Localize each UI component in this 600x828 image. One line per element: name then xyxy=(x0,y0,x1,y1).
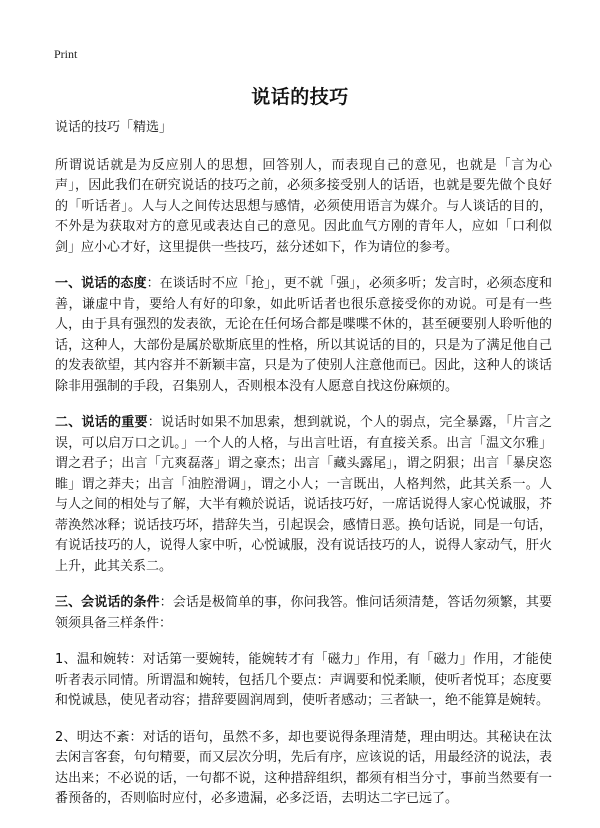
section-conditions xyxy=(55,593,552,634)
section-importance-text: ：说话时如果不加思索，想到就说，个人的弱点，完全暴露，「片言之误，可以启万口之讥。」一个人的人格，与出言吐语，有直接关系。出言「温文尔雅」谓之君子；出言「亢爽磊落」谓之豪杰；出言「藏头露尾」，谓之阴狠；出言「暴戾恣睢」谓之莽夫；出言「油腔滑调」，谓之小人；一言既出，人格判然，此其关系一。人与人之间的相处与了解，大半有赖於说话，说话技巧好，一席话说得人家心悦诚服，芥蒂涣然冰释；说话技巧坏，措辞失当，引起误会，感情日恶。换句话说，同是一句话，有说话技巧的人，说得人家中听，心悦诚服，没有说话技巧的人，说得人家动气，肝火上升，此其关系二。 xyxy=(55,415,552,574)
section-conditions-heading: 三、会说话的条件 xyxy=(55,595,160,610)
section-importance-heading: 二、说话的重要 xyxy=(55,415,148,430)
section-attitude-heading: 一、说话的态度 xyxy=(55,276,147,291)
condition-item-1: 1、温和婉转：对话第一要婉转，能婉转才有「磁力」作用，有「磁力」作用，才能使听者表示同情。所谓温和婉转，包括几个要点：声调要和悦柔顺，使听者悦耳；态度要和悦诚恳，使见者动容；措辞要圆润周到，使听者感动；三者缺一，绝不能算是婉转。 xyxy=(55,652,552,708)
section-importance xyxy=(55,413,552,577)
article-subtitle: 说话的技巧「精选」 xyxy=(55,120,173,135)
article-body xyxy=(55,118,552,810)
print-link[interactable]: Print xyxy=(54,47,78,61)
section-conditions-text: ：会话是极简单的事，你问我答。惟问话须清楚，答话勿须繁，其要领须具备三样条件： xyxy=(55,595,552,631)
page-title: 说话的技巧 xyxy=(251,86,349,108)
section-attitude xyxy=(55,274,552,397)
condition-item-2: 2、明达不紊：对话的语句，虽然不多，却也要说得条理清楚，理由明达。其秘诀在汰去闲言客套，句句精要，而又层次分明，先后有序，应该说的话，用最经济的说法，表达出来；不必说的话，一句都不说，这种措辞组织，都须有相当分寸，事前当然要有一番预备的，否则临时应付，必多遗漏，必多泛语，去明达二字已远了。 xyxy=(55,729,552,806)
section-attitude-text: ：在谈话时不应「抢」，更不就「强」，必须多听；发言时，必须态度和善，谦虚中肯，要给人有好的印象，如此听话者也很乐意接受你的劝说。可是有一些人，由于具有强烈的发表欲，无论在任何场合都是喋喋不休的，甚至硬要别人聆听他的话，这种人，大部份是属於歇斯底里的性格，所以其说话的目的，只是为了满足他自己的发表欲望，其内容并不新颖丰富，只是为了使别人注意他而已。因此，这种人的谈话除非用强制的手段，召集别人，否则根本没有人愿意自找这份麻烦的。 xyxy=(55,276,552,394)
intro-paragraph: 所谓说话就是为反应别人的思想，回答别人，而表现自己的意见，也就是「言为心声」，因此我们在研究说话的技巧之前，必须多接受别人的话语，也就是要先做个良好的「听话者」。人与人之间传达思想与感情，必须使用语言为媒介。与人谈话的目的，不外是为获取对方的意见或表达自己的意见。因此血气方刚的青年人，应如「口利似剑」应小心才好，这里提供一些技巧，兹分述如下，作为请位的参考。 xyxy=(55,157,552,255)
